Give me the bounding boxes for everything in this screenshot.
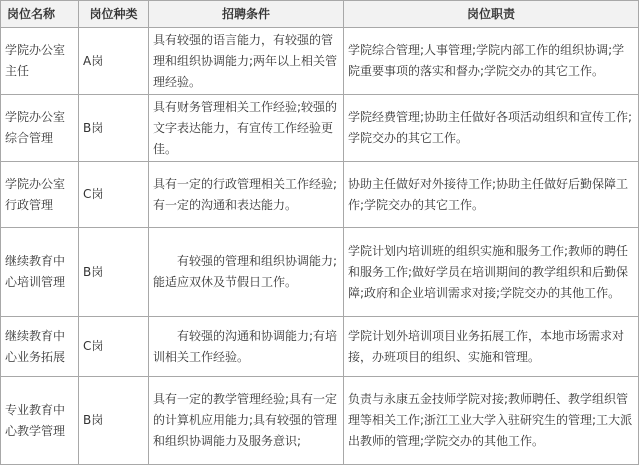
header-position-name: 岗位名称 [1, 1, 79, 28]
conditions-cell: 有较强的管理和组织协调能力;能适应双休及节假日工作。 [149, 228, 344, 317]
position-type-cell: B岗 [79, 377, 149, 465]
position-name-cell: 学院办公室主任 [1, 28, 79, 95]
duties-cell: 负责与永康五金技师学院对接;教师聘任、教学组织管理等相关工作;浙江工业大学入驻研究生的管理;工大派出教师的管理;学院交办的其他工作。 [344, 377, 639, 465]
duties-cell: 学院经费管理;协助主任做好各项活动组织和宣传工作;学院交办的其它工作。 [344, 95, 639, 162]
position-name-cell: 学院办公室综合管理 [1, 95, 79, 162]
conditions-cell: 具有财务管理相关工作经验;较强的文字表达能力，有宣传工作经验更佳。 [149, 95, 344, 162]
position-type-cell: A岗 [79, 28, 149, 95]
position-name-cell: 学院办公室行政管理 [1, 162, 79, 228]
table-row [1, 162, 639, 228]
header-position-type: 岗位种类 [79, 1, 149, 28]
table-row [1, 28, 639, 95]
position-name-cell: 继续教育中心业务拓展 [1, 317, 79, 377]
position-name-cell: 专业教育中心教学管理 [1, 377, 79, 465]
position-name-cell: 继续教育中心培训管理 [1, 228, 79, 317]
conditions-cell: 具有一定的教学管理经验;具有一定的计算机应用能力;具有较强的管理和组织协调能力及服务意识; [149, 377, 344, 465]
position-type-cell: B岗 [79, 228, 149, 317]
duties-cell: 协助主任做好对外接待工作;协助主任做好后勤保障工作;学院交办的其它工作。 [344, 162, 639, 228]
position-type-cell: C岗 [79, 162, 149, 228]
duties-cell: 学院综合管理;人事管理;学院内部工作的组织协调;学院重要事项的落实和督办;学院交办的其它工作。 [344, 28, 639, 95]
table-row [1, 377, 639, 465]
header-conditions: 招聘条件 [149, 1, 344, 28]
header-row [1, 1, 639, 28]
table-row [1, 228, 639, 317]
header-duties: 岗位职责 [344, 1, 639, 28]
duties-cell: 学院计划内培训班的组织实施和服务工作;教师的聘任和服务工作;做好学员在培训期间的教学组织和后勤保障;政府和企业培训需求对接;学院交办的其他工作。 [344, 228, 639, 317]
table-row [1, 95, 639, 162]
conditions-cell: 具有一定的行政管理相关工作经验;有一定的沟通和表达能力。 [149, 162, 344, 228]
table-row [1, 317, 639, 377]
duties-cell: 学院计划外培训项目业务拓展工作，本地市场需求对接，办班项目的组织、实施和管理。 [344, 317, 639, 377]
conditions-cell: 具有较强的语言能力，有较强的管理和组织协调能力;两年以上相关管理经验。 [149, 28, 344, 95]
position-type-cell: C岗 [79, 317, 149, 377]
position-type-cell: B岗 [79, 95, 149, 162]
conditions-cell: 有较强的沟通和协调能力;有培训相关工作经验。 [149, 317, 344, 377]
